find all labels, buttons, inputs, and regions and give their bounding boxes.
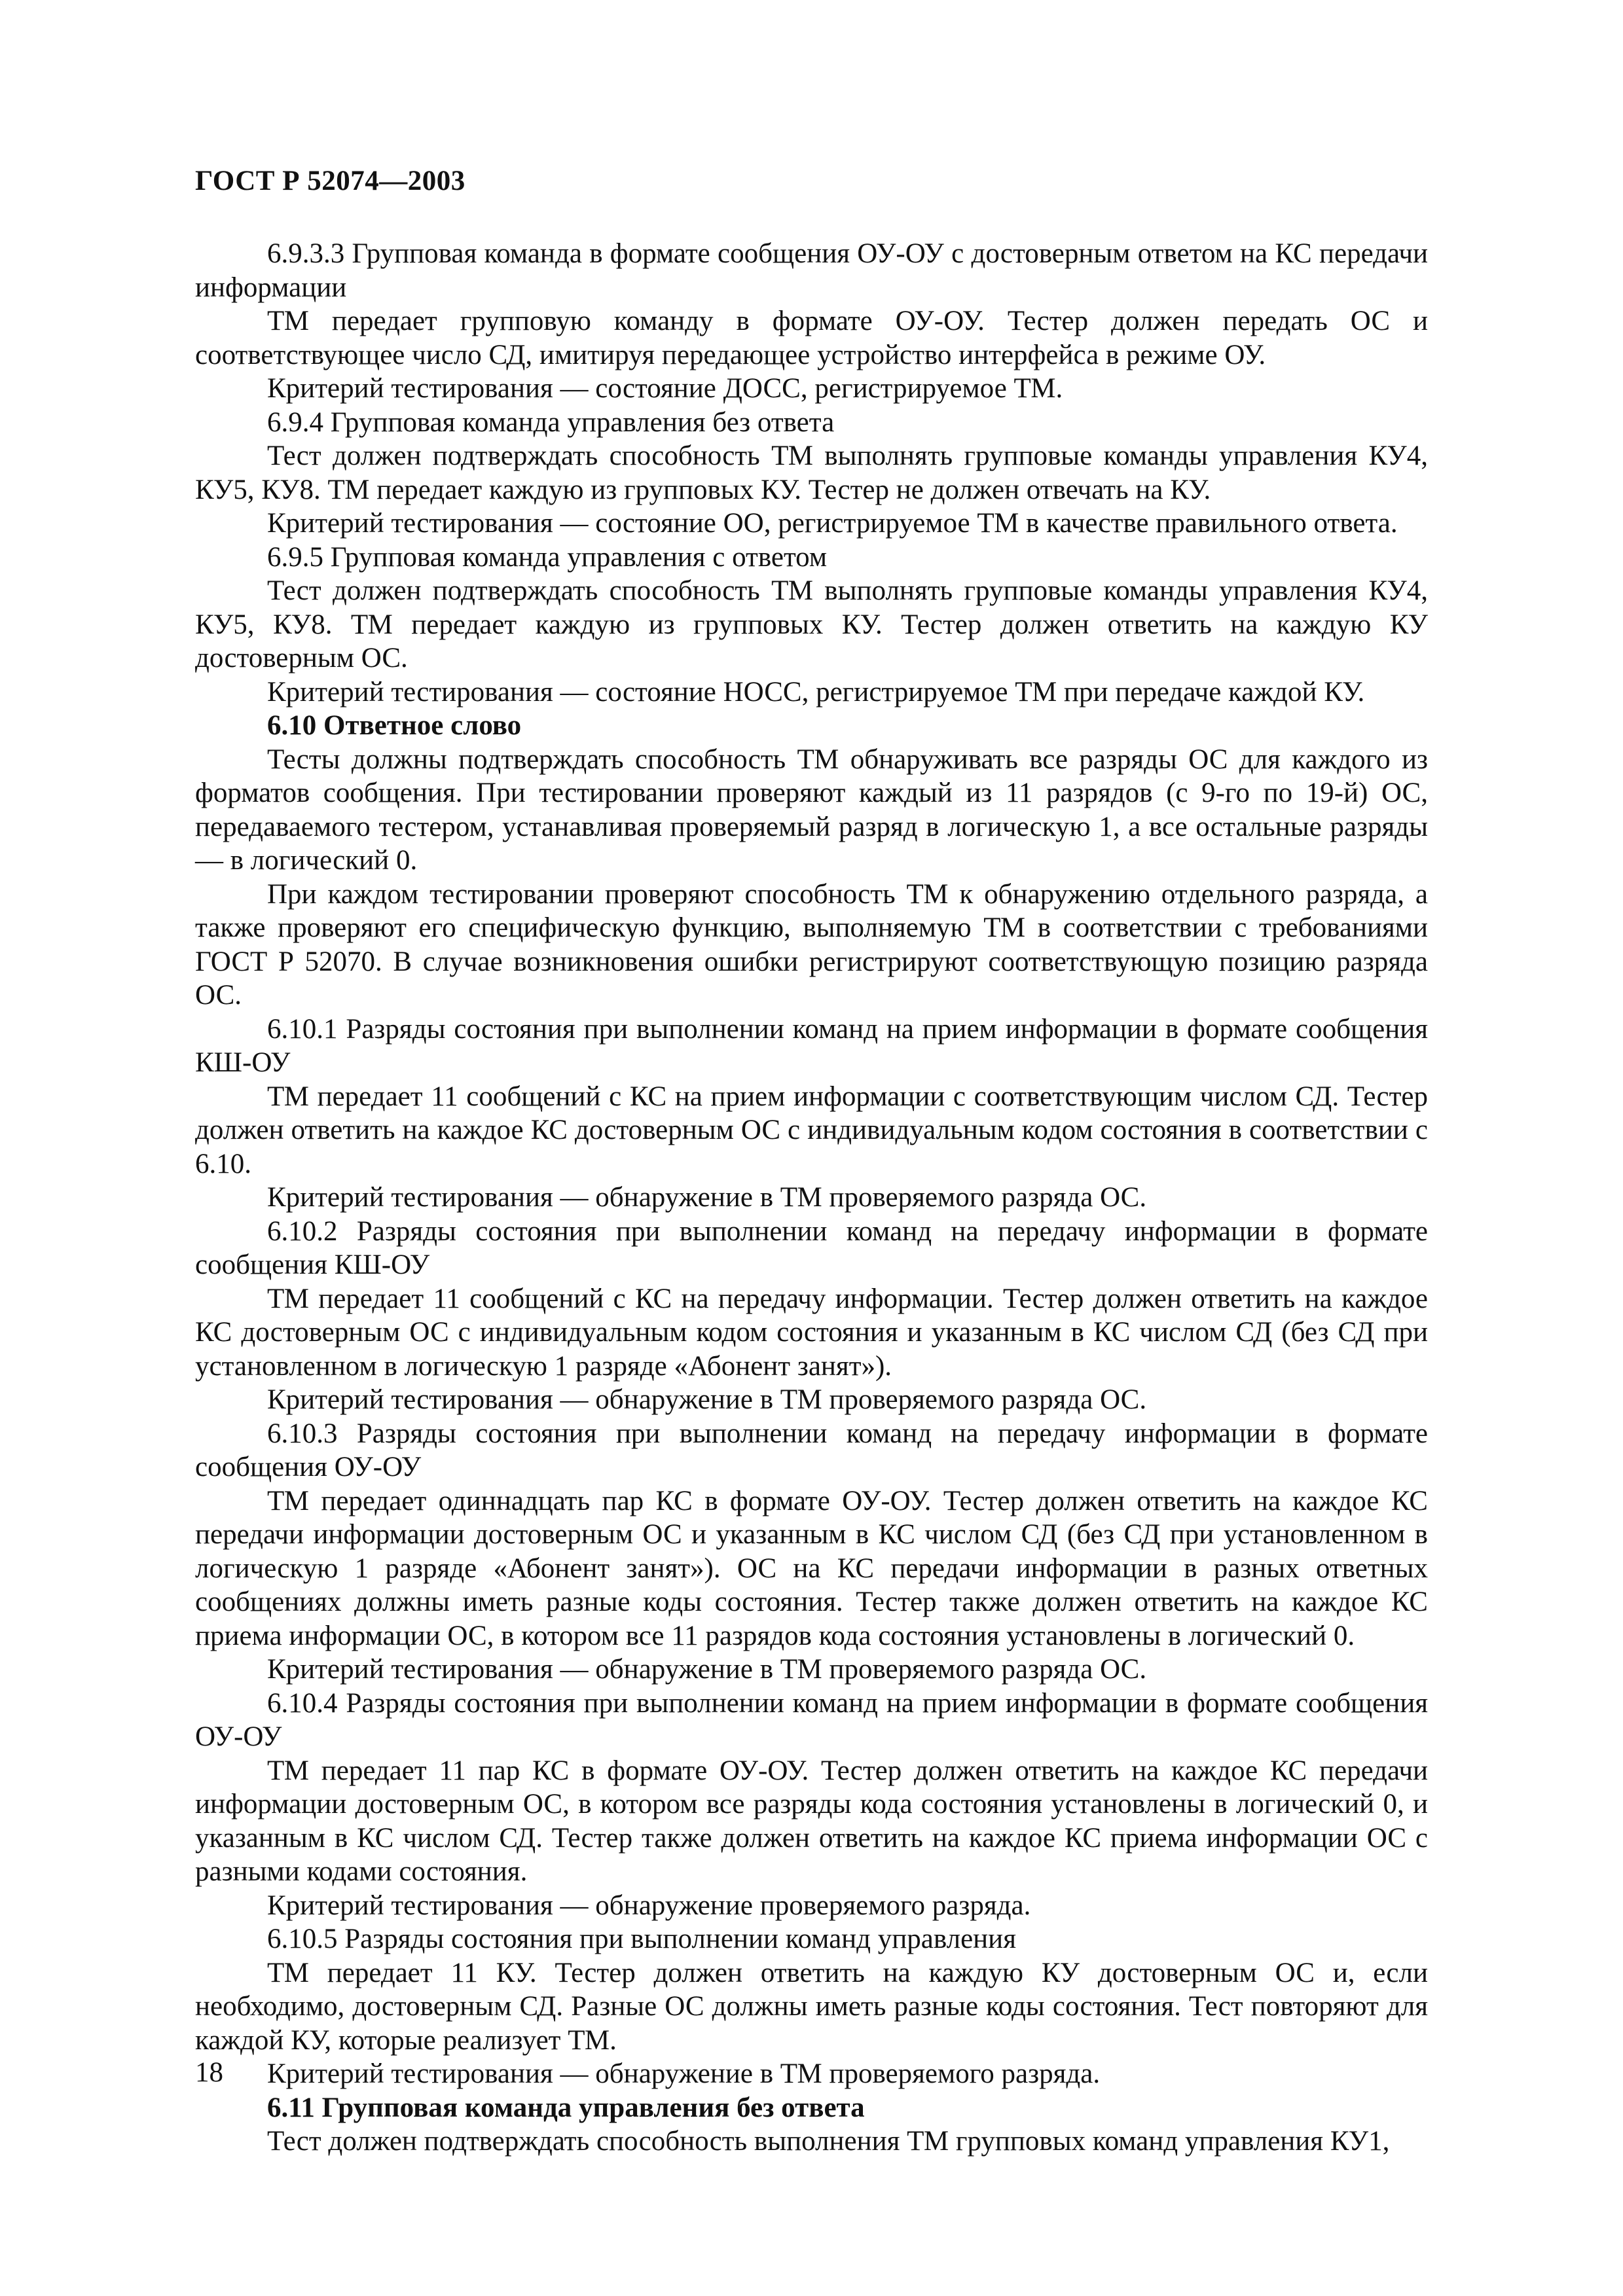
paragraph: Тест должен подтверждать способность выполнения ТМ групповых команд управления КУ1, — [267, 2126, 1390, 2157]
section-heading-6-10: 6.10 Ответное слово — [267, 710, 522, 741]
paragraph: Тесты должны подтверждать способность ТМ обнаруживать все разряды ОС для каждого из форматов сообщения. При тестировании проверяют каждый из 11 разрядов (с 9-го по 19-й) ОС, передаваемого тестером, устанавливая проверяемый разряд в логическую 1, а все остальные разряды — в логический 0. — [195, 744, 1428, 876]
paragraph: ТМ передает 11 сообщений с КС на прием информации с соответствующим числом СД. Тестер должен ответить на каждое КС достоверным ОС с индивидуальным кодом состояния в соответствии с 6.10. — [195, 1081, 1428, 1179]
criterion-paragraph: Критерий тестирования — обнаружение проверяемого разряда. — [267, 1890, 1031, 1921]
criterion-paragraph: Критерий тестирования — состояние НОСС, регистрируемое ТМ при передаче каждой КУ. — [267, 676, 1365, 708]
page-number: 18 — [195, 2057, 223, 2088]
paragraph: Тест должен подтверждать способность ТМ выполнять групповые команды управления КУ4, КУ5, КУ8. ТМ передает каждую из групповых КУ. Тестер должен ответить на каждую КУ достоверным ОС. — [195, 575, 1428, 673]
paragraph-6-9-4: 6.9.4 Групповая команда управления без ответа — [267, 406, 835, 438]
paragraph-6-9-3-3: 6.9.3.3 Групповая команда в формате сообщения ОУ-ОУ с достоверным ответом на КС передачи информации — [195, 238, 1428, 303]
document-body — [195, 237, 1428, 2159]
section-heading-6-11: 6.11 Групповая команда управления без ответа — [267, 2092, 865, 2123]
paragraph: ТМ передает одиннадцать пар КС в формате ОУ-ОУ. Тестер должен ответить на каждое КС передачи информации достоверным ОС и указанным в КС числом СД (без СД при установленном в логическую 1 разряде «Абонент занят»). ОС на КС передачи информации в разных ответных сообщениях должны иметь разные коды состояния. Тестер также должен ответить на каждое КС приема информации ОС, в котором все 11 разрядов кода состояния установлены в логический 0. — [195, 1485, 1428, 1651]
paragraph-6-10-4: 6.10.4 Разряды состояния при выполнении команд на прием информации в формате сообщения ОУ-ОУ — [195, 1687, 1428, 1752]
paragraph: ТМ передает групповую команду в формате ОУ-ОУ. Тестер должен передать ОС и соответствующее число СД, имитируя передающее устройство интерфейса в режиме ОУ. — [195, 306, 1428, 370]
paragraph: При каждом тестировании проверяют способность ТМ к обнаружению отдельного разряда, а также проверяют его специфическую функцию, выполняемую ТМ в соответствии с требованиями ГОСТ Р 52070. В случае возникновения ошибки регистрируют соответствующую позицию разряда ОС. — [195, 878, 1428, 1011]
paragraph-6-10-5: 6.10.5 Разряды состояния при выполнении команд управления — [267, 1924, 1016, 1954]
criterion-paragraph: Критерий тестирования — обнаружение в ТМ проверяемого разряда ОС. — [267, 1654, 1147, 1685]
paragraph: ТМ передает 11 пар КС в формате ОУ-ОУ. Тестер должен ответить на каждое КС передачи информации достоверным ОС, в котором все разряды кода состояния установлены в логический 0, и указанным в КС числом СД. Тестер также должен ответить на каждое КС приема информации ОС с разными кодами состояния. — [195, 1755, 1428, 1887]
standard-header: ГОСТ Р 52074—2003 — [195, 166, 465, 196]
paragraph-6-10-2: 6.10.2 Разряды состояния при выполнении команд на передачу информации в формате сообщения КШ-ОУ — [195, 1215, 1428, 1280]
paragraph-6-9-5: 6.9.5 Групповая команда управления с ответом — [267, 541, 828, 573]
criterion-paragraph: Критерий тестирования — состояние ОО, регистрируемое ТМ в качестве правильного ответа. — [267, 508, 1398, 539]
paragraph: Тест должен подтверждать способность ТМ выполнять групповые команды управления КУ4, КУ5, КУ8. ТМ передает каждую из групповых КУ. Тестер не должен отвечать на КУ. — [195, 440, 1428, 505]
paragraph: ТМ передает 11 сообщений с КС на передачу информации. Тестер должен ответить на каждое КС достоверным ОС с индивидуальным кодом состояния и указанным в КС числом СД (без СД при установленном в логическую 1 разряде «Абонент занят»). — [195, 1283, 1428, 1382]
criterion-paragraph: Критерий тестирования — состояние ДОСС, регистрируемое ТМ. — [267, 373, 1063, 404]
criterion-paragraph: Критерий тестирования — обнаружение в ТМ проверяемого разряда ОС. — [267, 1182, 1147, 1213]
paragraph-6-10-3: 6.10.3 Разряды состояния при выполнении команд на передачу информации в формате сообщения ОУ-ОУ — [195, 1418, 1428, 1482]
criterion-paragraph: Критерий тестирования — обнаружение в ТМ проверяемого разряда. — [267, 2058, 1101, 2089]
paragraph: ТМ передает 11 КУ. Тестер должен ответить на каждую КУ достоверным ОС и, если необходимо, достоверным СД. Разные ОС должны иметь разные коды состояния. Тест повторяют для каждой КУ, которые реализует ТМ. — [195, 1957, 1428, 2056]
criterion-paragraph: Критерий тестирования — обнаружение в ТМ проверяемого разряда ОС. — [267, 1384, 1147, 1415]
paragraph-6-10-1: 6.10.1 Разряды состояния при выполнении команд на прием информации в формате сообщения КШ-ОУ — [195, 1013, 1428, 1078]
